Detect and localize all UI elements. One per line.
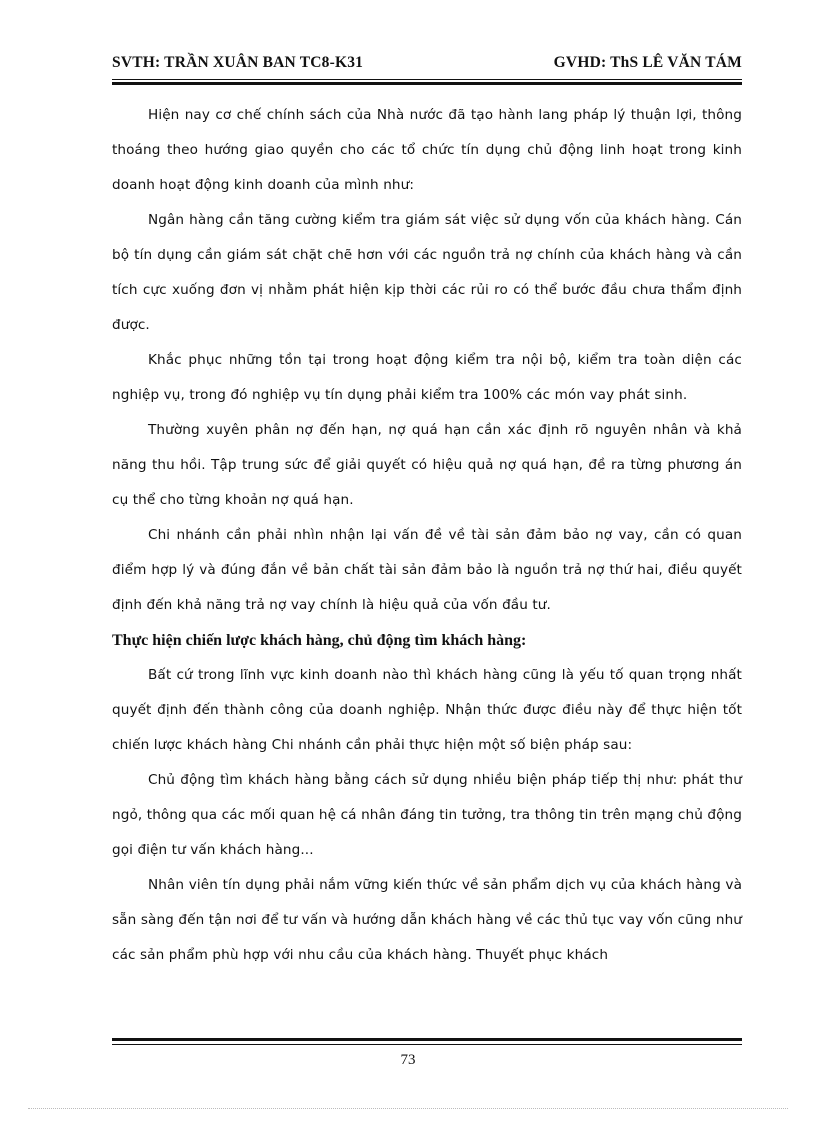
document-body bbox=[112, 98, 742, 973]
paragraph: Nhân viên tín dụng phải nắm vững kiến thức về sản phẩm dịch vụ của khách hàng và sẵn sàng đến tận nơi để tư vấn và hướng dẫn khách hàng về các thủ tục vay vốn cũng như các sản phẩm phù hợp với nhu cầu của khách hàng. Thuyết phục khách bbox=[112, 877, 742, 963]
paragraph: Khắc phục những tồn tại trong hoạt động kiểm tra nội bộ, kiểm tra toàn diện các nghiệp vụ, trong đó nghiệp vụ tín dụng phải kiểm tra 100% các món vay phát sinh. bbox=[112, 352, 742, 403]
paragraph: Chi nhánh cần phải nhìn nhận lại vấn đề về tài sản đảm bảo nợ vay, cần có quan điểm hợp lý và đúng đắn về bản chất tài sản đảm bảo là nguồn trả nợ thứ hai, điều quyết định đến khả năng trả nợ vay chính là hiệu quả của vốn đầu tư. bbox=[112, 527, 742, 613]
paragraph: Thường xuyên phân nợ đến hạn, nợ quá hạn cần xác định rõ nguyên nhân và khả năng thu hồi. Tập trung sức để giải quyết có hiệu quả nợ quá hạn, đề ra từng phương án cụ thể cho từng khoản nợ quá hạn. bbox=[112, 422, 742, 508]
paragraph: Ngân hàng cần tăng cường kiểm tra giám sát việc sử dụng vốn của khách hàng. Cán bộ tín dụng cần giám sát chặt chẽ hơn với các nguồn trả nợ chính của khách hàng và cần tích cực xuống đơn vị nhằm phát hiện kịp thời các rủi ro có thể bước đầu chưa thẩm định được. bbox=[112, 212, 742, 333]
header-rule-thick bbox=[112, 82, 742, 85]
advisor-name: GVHD: ThS LÊ VĂN TÁM bbox=[553, 54, 742, 71]
footer-rule-thin bbox=[112, 1044, 742, 1045]
header-rule-thin bbox=[112, 79, 742, 80]
bottom-divider bbox=[28, 1108, 788, 1109]
student-name: SVTH: TRẦN XUÂN BAN TC8-K31 bbox=[112, 54, 364, 71]
paragraph: Hiện nay cơ chế chính sách của Nhà nước đã tạo hành lang pháp lý thuận lợi, thông thoáng theo hướng giao quyền cho các tổ chức tín dụng chủ động linh hoạt trong kinh doanh hoạt động kinh doanh của mình như: bbox=[112, 107, 742, 193]
footer-rule-thick bbox=[112, 1038, 742, 1041]
page-header bbox=[112, 52, 742, 76]
paragraph: Chủ động tìm khách hàng bằng cách sử dụng nhiều biện pháp tiếp thị như: phát thư ngỏ, thông qua các mối quan hệ cá nhân đáng tin tưởng, tra thông tin trên mạng chủ động gọi điện tư vấn khách hàng... bbox=[112, 772, 742, 858]
page-number: 73 bbox=[400, 1052, 416, 1068]
section-heading: Thực hiện chiến lược khách hàng, chủ động tìm khách hàng: bbox=[112, 632, 527, 649]
paragraph: Bất cứ trong lĩnh vực kinh doanh nào thì khách hàng cũng là yếu tố quan trọng nhất quyết định đến thành công của doanh nghiệp. Nhận thức được điều này để thực hiện tốt chiến lược khách hàng Chi nhánh cần phải thực hiện một số biện pháp sau: bbox=[112, 667, 742, 753]
